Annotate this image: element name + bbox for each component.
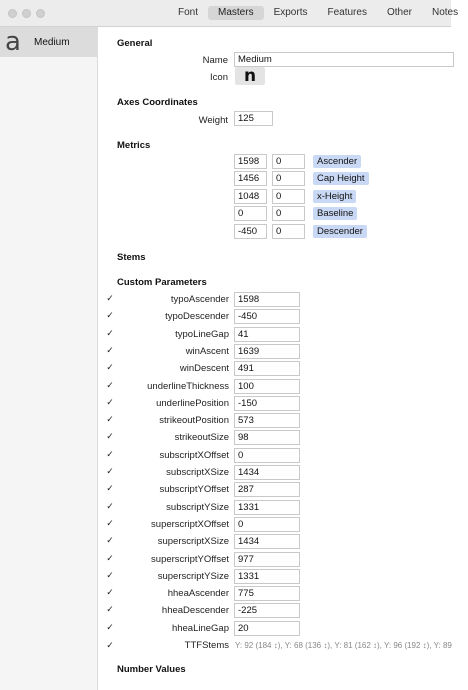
parameter-value-subscriptyoffset[interactable]: 287	[234, 482, 300, 497]
masters-sidebar	[0, 27, 98, 690]
parameter-label-superscriptxoffset: superscriptXOffset	[151, 519, 229, 530]
parameter-value-underlineposition[interactable]: -150	[234, 396, 300, 411]
parameter-label-hheaascender: hheaAscender	[167, 588, 229, 599]
parameter-value-hheadescender[interactable]: -225	[234, 603, 300, 618]
tab-features[interactable]: Features	[327, 7, 367, 18]
metric-position-field[interactable]: 0	[234, 206, 267, 221]
parameter-label-subscriptxoffset: subscriptXOffset	[159, 450, 229, 461]
tab-notes[interactable]: Notes	[431, 7, 459, 18]
master-name-field[interactable]: Medium	[234, 52, 454, 67]
section-title-axes: Axes Coordinates	[117, 97, 198, 108]
parameter-value-strikeoutposition[interactable]: 573	[234, 413, 300, 428]
ttfstems-value[interactable]: Y: 92 (184 ↕), Y: 68 (136 ↕), Y: 81 (162 ↕), Y: 96 (192 ↕), Y: 89	[235, 641, 452, 650]
parameter-label-typodescender: typoDescender	[165, 311, 229, 322]
weight-label: Weight	[198, 115, 228, 126]
icon-label: Icon	[210, 72, 228, 83]
section-title-stems: Stems	[117, 252, 146, 263]
metric-overshoot-field[interactable]: 0	[272, 224, 305, 239]
parameter-label-ttfstems: TTFStems	[184, 640, 229, 651]
parameter-checkbox-underlinethickness[interactable]: ✓	[106, 380, 114, 390]
parameter-checkbox-superscriptysize[interactable]: ✓	[106, 570, 114, 580]
parameter-value-typolinegap[interactable]: 41	[234, 327, 300, 342]
parameter-label-windescent: winDescent	[179, 363, 229, 374]
parameter-label-superscriptysize: superscriptYSize	[157, 571, 229, 582]
parameter-label-subscriptyoffset: subscriptYOffset	[159, 484, 229, 495]
parameter-label-subscriptysize: subscriptYSize	[166, 502, 229, 513]
metric-overshoot-field[interactable]: 0	[272, 154, 305, 169]
parameter-value-superscriptxoffset[interactable]: 0	[234, 517, 300, 532]
parameter-value-hhealinegap[interactable]: 20	[234, 621, 300, 636]
parameter-label-typolinegap: typoLineGap	[175, 329, 229, 340]
parameter-value-strikeoutsize[interactable]: 98	[234, 430, 300, 445]
parameter-value-superscriptysize[interactable]: 1331	[234, 569, 300, 584]
minimize-window-button[interactable]	[22, 9, 31, 18]
parameter-value-typodescender[interactable]: -450	[234, 309, 300, 324]
parameter-value-windescent[interactable]: 491	[234, 361, 300, 376]
section-title-metrics: Metrics	[117, 140, 151, 151]
master-name-label: Medium	[34, 37, 70, 48]
parameter-checkbox-strikeoutsize[interactable]: ✓	[106, 431, 114, 441]
window-titlebar	[0, 0, 459, 27]
section-title-custom-parameters: Custom Parameters	[117, 277, 207, 288]
parameter-checkbox-windescent[interactable]: ✓	[106, 362, 114, 372]
parameter-checkbox-subscriptxoffset[interactable]: ✓	[106, 449, 114, 459]
metric-name-tag[interactable]: Descender	[313, 225, 367, 238]
parameter-label-typoascender: typoAscender	[170, 294, 229, 305]
parameter-checkbox-strikeoutposition[interactable]: ✓	[106, 414, 114, 424]
parameter-checkbox-typolinegap[interactable]: ✓	[106, 328, 114, 338]
parameter-value-subscriptxsize[interactable]: 1434	[234, 465, 300, 480]
zoom-window-button[interactable]	[36, 9, 45, 18]
parameter-label-strikeoutsize: strikeoutSize	[174, 432, 229, 443]
parameter-checkbox-typodescender[interactable]: ✓	[106, 310, 114, 320]
tab-masters[interactable]: Masters	[208, 6, 264, 20]
parameter-value-hheaascender[interactable]: 775	[234, 586, 300, 601]
parameter-label-subscriptxsize: subscriptXSize	[166, 467, 229, 478]
parameter-label-underlineposition: underlinePosition	[156, 398, 229, 409]
parameter-label-hheadescender: hheaDescender	[161, 605, 229, 616]
font-info-tabs	[168, 6, 468, 20]
parameter-value-subscriptysize[interactable]: 1331	[234, 500, 300, 515]
parameter-checkbox-superscriptyoffset[interactable]: ✓	[106, 553, 114, 563]
tab-exports[interactable]: Exports	[273, 7, 308, 18]
parameter-checkbox-subscriptysize[interactable]: ✓	[106, 501, 114, 511]
metric-position-field[interactable]: 1048	[234, 189, 267, 204]
metric-name-tag[interactable]: Baseline	[313, 207, 357, 220]
parameter-checkbox-winascent[interactable]: ✓	[106, 345, 114, 355]
parameter-label-strikeoutposition: strikeoutPosition	[159, 415, 229, 426]
parameter-value-winascent[interactable]: 1639	[234, 344, 300, 359]
parameter-label-superscriptyoffset: superscriptYOffset	[151, 554, 229, 565]
tab-font[interactable]: Font	[178, 7, 199, 18]
parameter-label-superscriptxsize: superscriptXSize	[157, 536, 229, 547]
parameter-checkbox-underlineposition[interactable]: ✓	[106, 397, 114, 407]
master-item-medium[interactable]	[0, 27, 97, 57]
metric-name-tag[interactable]: Cap Height	[313, 172, 369, 185]
parameter-label-hhealinegap: hheaLineGap	[171, 623, 229, 634]
metric-overshoot-field[interactable]: 0	[272, 206, 305, 221]
master-glyph-preview: a	[5, 27, 21, 57]
parameter-value-underlinethickness[interactable]: 100	[234, 379, 300, 394]
parameter-checkbox-superscriptxoffset[interactable]: ✓	[106, 518, 114, 528]
parameter-value-typoascender[interactable]: 1598	[234, 292, 300, 307]
metric-overshoot-field[interactable]: 0	[272, 189, 305, 204]
weight-field[interactable]: 125	[234, 111, 273, 126]
parameter-value-superscriptyoffset[interactable]: 977	[234, 552, 300, 567]
parameter-label-winascent: winAscent	[185, 346, 229, 357]
parameter-checkbox-ttfstems[interactable]: ✓	[106, 640, 114, 650]
tab-other[interactable]: Other	[386, 7, 412, 18]
section-title-general: General	[117, 38, 153, 49]
section-title-number-values: Number Values	[117, 664, 186, 675]
metric-overshoot-field[interactable]: 0	[272, 171, 305, 186]
parameter-checkbox-hheaascender[interactable]: ✓	[106, 587, 114, 597]
parameter-value-subscriptxoffset[interactable]: 0	[234, 448, 300, 463]
name-label: Name	[202, 55, 228, 66]
parameter-checkbox-subscriptxsize[interactable]: ✓	[106, 466, 114, 476]
parameter-value-superscriptxsize[interactable]: 1434	[234, 534, 300, 549]
metric-position-field[interactable]: -450	[234, 224, 267, 239]
metric-position-field[interactable]: 1456	[234, 171, 267, 186]
metric-name-tag[interactable]: Ascender	[313, 155, 361, 168]
parameter-checkbox-typoascender[interactable]: ✓	[106, 293, 114, 303]
close-window-button[interactable]	[8, 9, 17, 18]
parameter-checkbox-hhealinegap[interactable]: ✓	[106, 622, 114, 632]
master-settings-panel	[98, 27, 451, 690]
parameter-checkbox-hheadescender[interactable]: ✓	[106, 604, 114, 614]
parameter-checkbox-superscriptxsize[interactable]: ✓	[106, 535, 114, 545]
master-icon-picker[interactable]: n	[235, 67, 265, 85]
parameter-label-underlinethickness: underlineThickness	[147, 381, 229, 392]
parameter-checkbox-subscriptyoffset[interactable]: ✓	[106, 483, 114, 493]
metric-name-tag[interactable]: x-Height	[313, 190, 356, 203]
metric-position-field[interactable]: 1598	[234, 154, 267, 169]
